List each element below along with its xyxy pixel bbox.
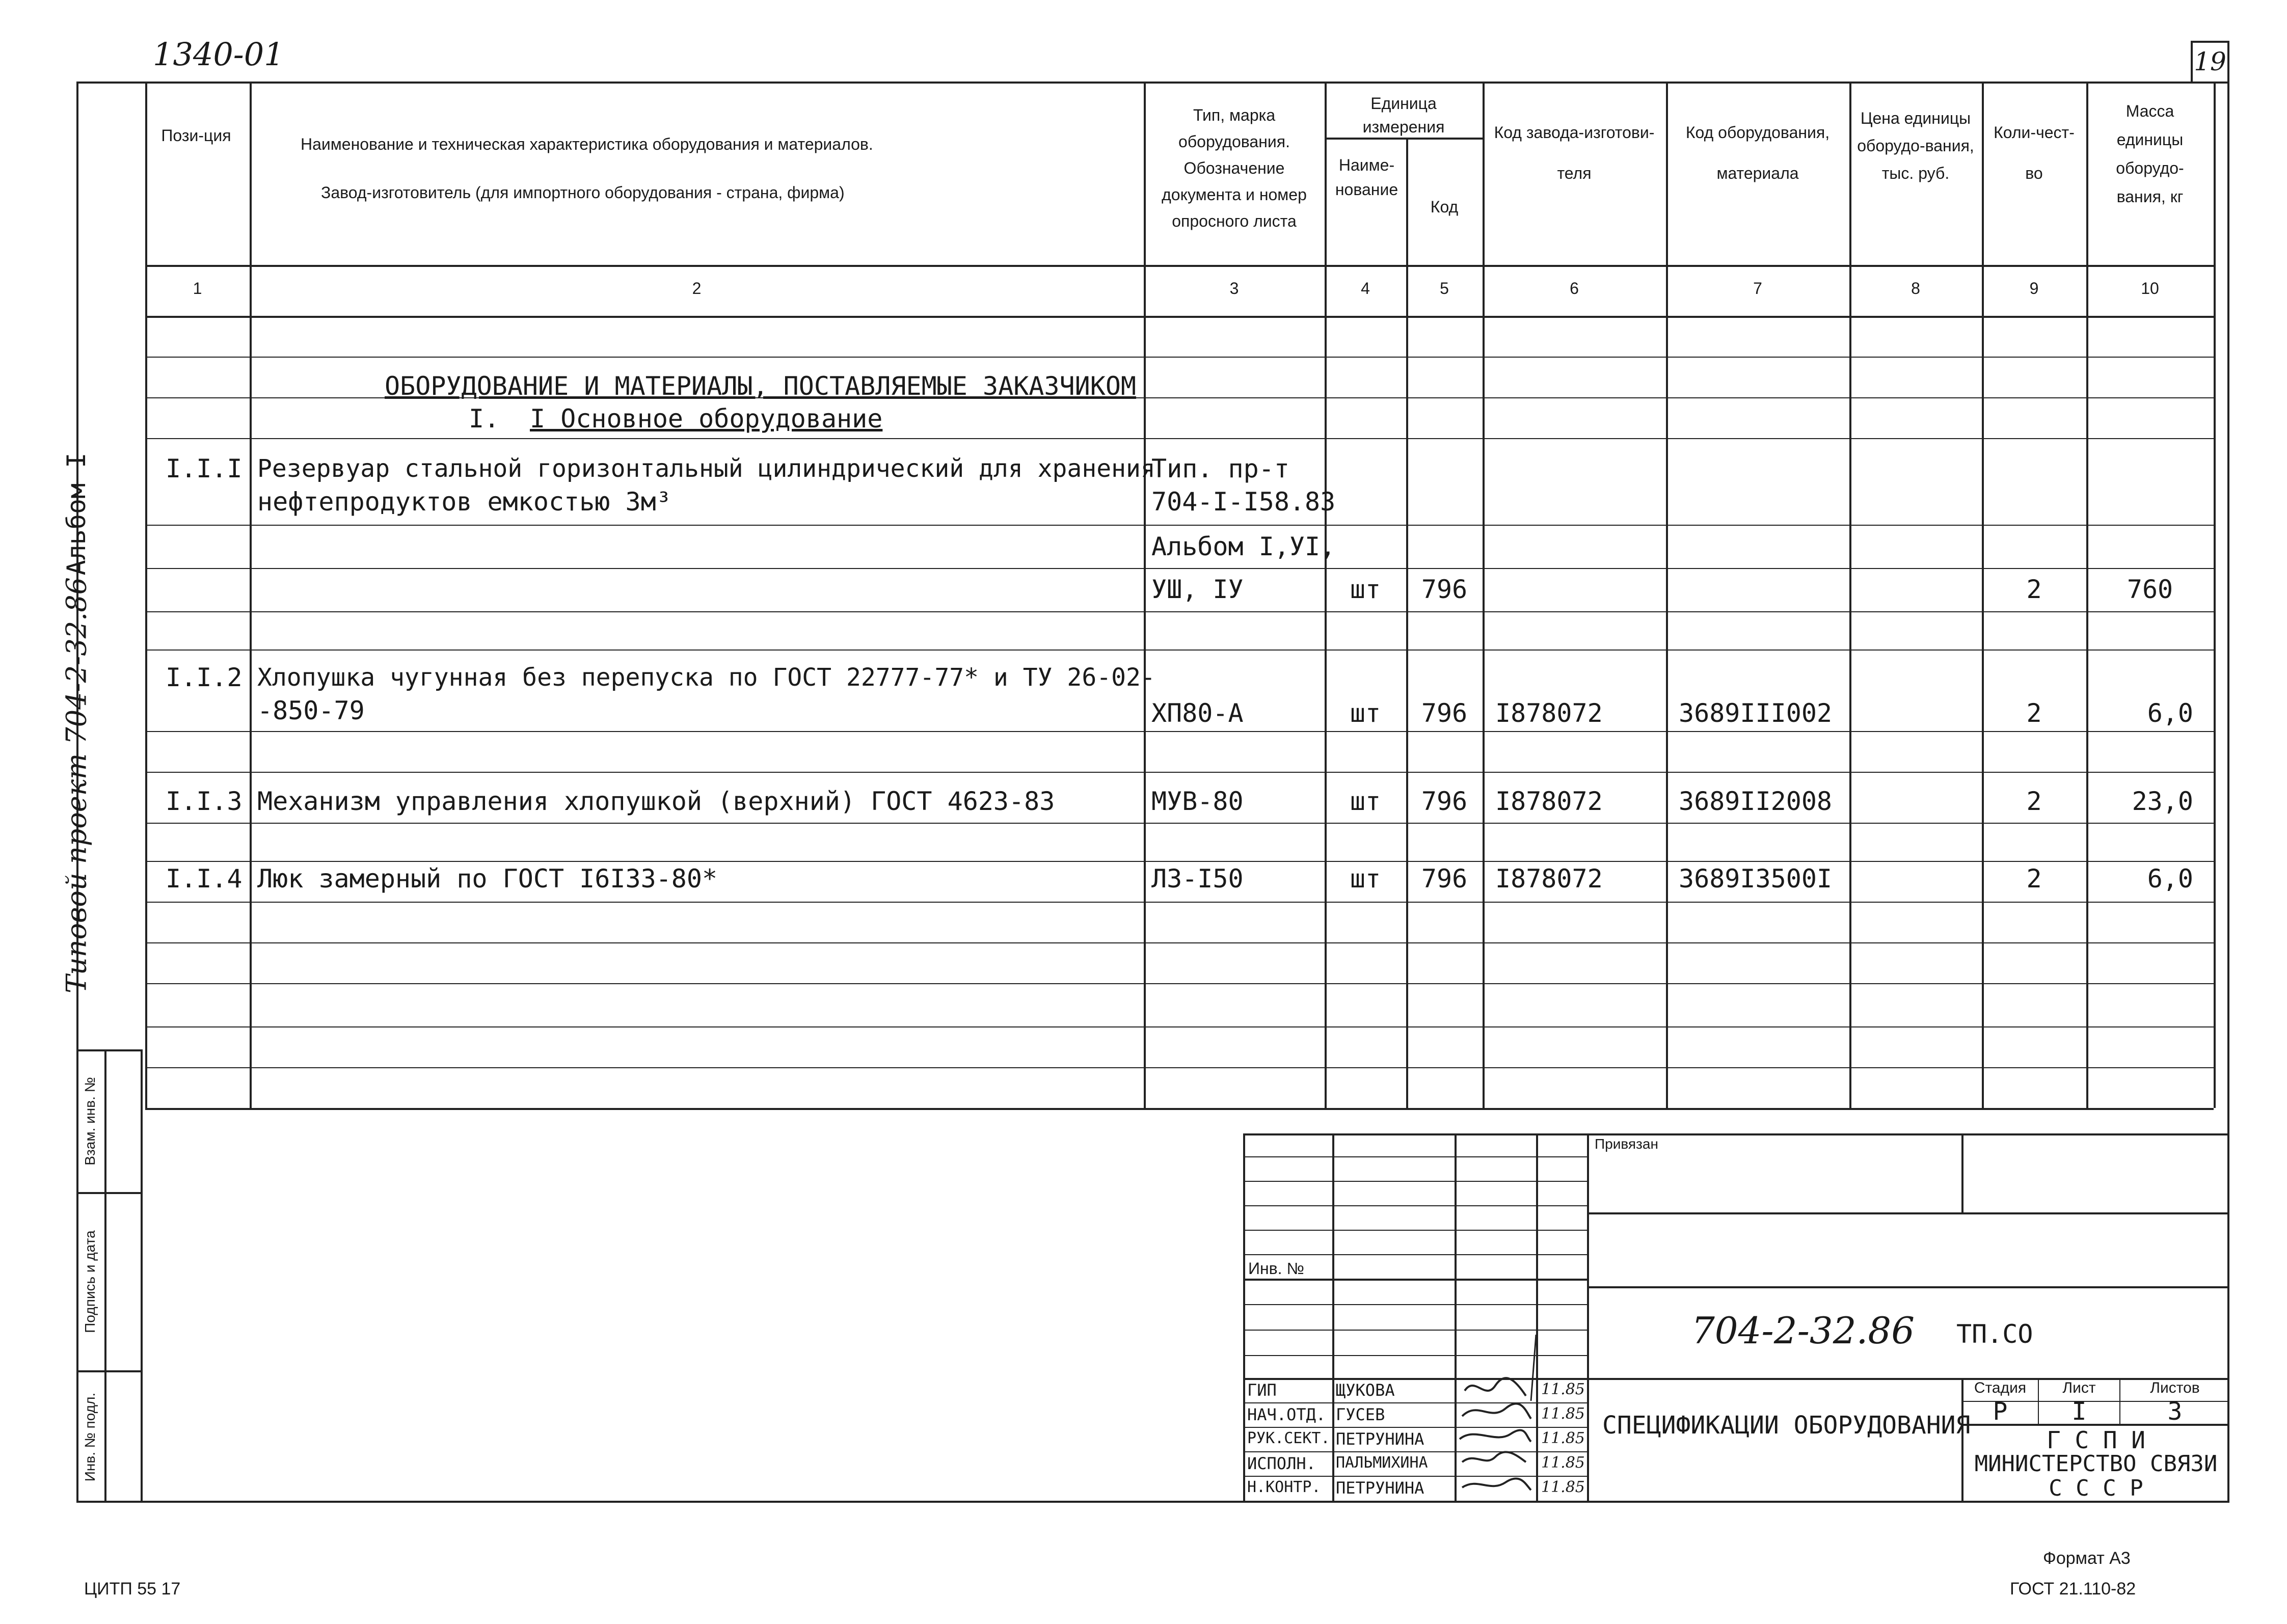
header-name-line2: Завод-изготовитель (для импортного оборудования - страна, фирма) bbox=[321, 183, 845, 202]
sheet-code: 1340-01 bbox=[153, 36, 284, 73]
col-line bbox=[1849, 82, 1851, 1108]
sheets-label: Листов bbox=[2150, 1379, 2200, 1396]
col-line bbox=[145, 82, 147, 1108]
title-block-line bbox=[1536, 1133, 1538, 1503]
organization-line2: МИНИСТЕРСТВО СВЯЗИ bbox=[1974, 1451, 2218, 1477]
row-type: 704-I-I58.83 bbox=[1151, 487, 1336, 517]
subsection-number: I. bbox=[469, 404, 500, 434]
row-plant-code: I878072 bbox=[1495, 864, 1603, 894]
signer-date: 11.85 bbox=[1541, 1405, 1585, 1423]
header-name-line1: Наименование и техническая характеристика оборудования и материалов. bbox=[301, 135, 873, 153]
signatures bbox=[1455, 1335, 1536, 1503]
document-title: СПЕЦИФИКАЦИИ ОБОРУДОВАНИЯ bbox=[1602, 1411, 1971, 1440]
document-code: 704-2-32.86 bbox=[1691, 1309, 1915, 1352]
row-type: ХП80-А bbox=[1151, 698, 1244, 728]
row-unit: шт bbox=[1350, 698, 1381, 728]
header-plant-code: Код завода-изготови-теля bbox=[1494, 123, 1655, 182]
row-name: Люк замерный по ГОСТ I6I33-80* bbox=[257, 864, 718, 894]
column-number-4: 4 bbox=[1361, 279, 1370, 297]
signer-role: НАЧ.ОТД. bbox=[1247, 1405, 1326, 1424]
title-block-line bbox=[1243, 1304, 1587, 1305]
column-number-3: 3 bbox=[1229, 279, 1239, 297]
section-title: ОБОРУДОВАНИЕ И МАТЕРИАЛЫ, ПОСТАВЛЯЕМЫЕ ЗАКАЗЧИКОМ bbox=[385, 371, 1137, 401]
signer-role: ИСПОЛН. bbox=[1247, 1454, 1316, 1473]
organization-line3: С С С Р bbox=[2049, 1475, 2143, 1501]
side-stamp-replace-inv: Взам. инв. № bbox=[82, 1077, 98, 1166]
sheet-value: I bbox=[2071, 1397, 2087, 1426]
title-block-line bbox=[1243, 1205, 1587, 1206]
signer-name: ПЕТРУНИНА bbox=[1336, 1478, 1424, 1498]
row-unit-code: 796 bbox=[1421, 575, 1468, 604]
row-quantity: 2 bbox=[2026, 787, 2042, 816]
row-line bbox=[145, 772, 2214, 773]
col-line bbox=[2214, 82, 2216, 1108]
column-number-9: 9 bbox=[2029, 279, 2039, 297]
column-number-6: 6 bbox=[1570, 279, 1579, 297]
gost-label: ГОСТ 21.110-82 bbox=[2010, 1579, 2136, 1599]
col-numbers-bottom-line bbox=[145, 316, 2214, 318]
row-name: Хлопушка чугунная без перепуска по ГОСТ 22777-77* и ТУ 26-02- bbox=[257, 663, 1155, 692]
row-line bbox=[145, 525, 2214, 526]
row-type: Тип. пр-т bbox=[1151, 454, 1289, 483]
row-unit: шт bbox=[1350, 864, 1381, 894]
side-stamp-divider bbox=[104, 1049, 106, 1503]
row-quantity: 2 bbox=[2026, 698, 2042, 728]
header-unit-group: Единица измерения bbox=[1362, 94, 1445, 136]
signer-name: ПЕТРУНИНА bbox=[1336, 1429, 1424, 1449]
column-number-7: 7 bbox=[1753, 279, 1762, 297]
signer-role: Н.КОНТР. bbox=[1247, 1478, 1321, 1496]
col-line bbox=[1144, 82, 1146, 1108]
column-number-5: 5 bbox=[1440, 279, 1449, 297]
signer-name: ЩУКОВА bbox=[1336, 1381, 1395, 1400]
row-unit-code: 796 bbox=[1421, 787, 1468, 816]
signer-date: 11.85 bbox=[1541, 1429, 1585, 1447]
row-mass: 6,0 bbox=[2147, 698, 2193, 728]
col-line bbox=[250, 82, 252, 1108]
col-line bbox=[1483, 82, 1485, 1108]
row-plant-code: I878072 bbox=[1495, 698, 1603, 728]
title-block-line bbox=[1243, 1230, 1587, 1231]
row-unit: шт bbox=[1350, 787, 1381, 816]
side-stamp-signature-date: Подпись и дата bbox=[82, 1230, 98, 1333]
signer-name: ПАЛЬМИХИНА bbox=[1336, 1454, 1428, 1472]
title-block-line bbox=[1243, 1330, 1587, 1331]
title-block-line bbox=[1243, 1181, 1587, 1182]
title-block-line bbox=[1961, 1133, 1963, 1212]
row-line bbox=[145, 357, 2214, 358]
signer-date: 11.85 bbox=[1541, 1478, 1585, 1496]
format-label: Формат А3 bbox=[2043, 1549, 2131, 1568]
row-line bbox=[145, 861, 2214, 862]
row-line bbox=[145, 1026, 2214, 1027]
privyazan-label: Привязан bbox=[1595, 1136, 1658, 1152]
page-number: 19 bbox=[2194, 47, 2226, 76]
row-position: I.I.2 bbox=[166, 663, 243, 692]
row-plant-code: I878072 bbox=[1495, 787, 1603, 816]
title-block-line bbox=[1587, 1133, 1589, 1503]
column-number-2: 2 bbox=[692, 279, 702, 297]
row-unit-code: 796 bbox=[1421, 698, 1468, 728]
inv-number-label: Инв. № bbox=[1248, 1259, 1304, 1278]
row-line bbox=[145, 983, 2214, 984]
row-quantity: 2 bbox=[2026, 575, 2042, 604]
row-mass: 23,0 bbox=[2132, 787, 2193, 816]
row-line bbox=[145, 731, 2214, 732]
header-quantity: Коли-чест-во bbox=[1994, 123, 2075, 182]
title-block-line bbox=[1243, 1156, 1587, 1157]
row-name: Резервуар стальной горизонтальный цилиндрический для хранения bbox=[257, 454, 1155, 483]
sheets-value: 3 bbox=[2167, 1397, 2183, 1426]
row-type: Альбом I,УI, bbox=[1151, 532, 1336, 561]
citp-label: ЦИТП 55 17 bbox=[84, 1579, 181, 1599]
row-type: ЛЗ-I50 bbox=[1151, 864, 1244, 894]
title-block-line bbox=[1587, 1286, 2229, 1288]
row-line bbox=[145, 649, 2214, 651]
signer-name: ГУСЕВ bbox=[1336, 1405, 1385, 1424]
row-equipment-code: 3689II2008 bbox=[1679, 787, 1833, 816]
header-equipment-code: Код оборудования, материала bbox=[1685, 123, 1830, 182]
side-stamp-inv-original: Инв. № подл. bbox=[82, 1392, 98, 1482]
document-suffix: ТП.СО bbox=[1956, 1319, 2033, 1349]
row-position: I.I.3 bbox=[166, 787, 243, 816]
title-block-line bbox=[1243, 1254, 1587, 1255]
header-position: Пози-ция bbox=[161, 126, 231, 145]
row-line bbox=[145, 568, 2214, 569]
signer-role: РУК.СЕКТ. bbox=[1247, 1429, 1330, 1447]
title-block-line bbox=[1243, 1279, 1587, 1281]
col-line bbox=[1666, 82, 1668, 1108]
header-mass: Масса единицы оборудо-вания, кг bbox=[2116, 102, 2184, 206]
row-equipment-code: 3689III002 bbox=[1679, 698, 1833, 728]
row-unit: шт bbox=[1350, 575, 1381, 604]
signer-date: 11.85 bbox=[1541, 1454, 1585, 1472]
row-line bbox=[145, 1067, 2214, 1068]
header-unit-code: Код bbox=[1430, 198, 1459, 216]
header-unit-name: Наиме-нование bbox=[1335, 156, 1398, 199]
column-number-1: 1 bbox=[193, 279, 202, 297]
row-type: УШ, IУ bbox=[1151, 575, 1244, 604]
row-quantity: 2 bbox=[2026, 864, 2042, 894]
row-name: нефтепродуктов емкостью 3м³ bbox=[257, 487, 671, 517]
subsection-title: I Основное оборудование bbox=[530, 404, 883, 434]
row-position: I.I.I bbox=[166, 454, 243, 483]
row-mass: 760 bbox=[2127, 575, 2173, 604]
side-project-label: Типовой проект 704-2-32.86 bbox=[60, 577, 93, 993]
row-equipment-code: 3689I3500I bbox=[1679, 864, 1833, 894]
row-line bbox=[145, 438, 2214, 439]
header-price: Цена единицы оборудо-вания, тыс. руб. bbox=[1857, 109, 1974, 182]
row-name: -850-79 bbox=[257, 696, 365, 725]
stage-value: Р bbox=[1993, 1397, 2008, 1426]
side-album-label: Альбом I bbox=[62, 452, 91, 576]
row-position: I.I.4 bbox=[166, 864, 243, 894]
row-line bbox=[145, 823, 2214, 824]
row-name: Механизм управления хлопушкой (верхний) ГОСТ 4623-83 bbox=[257, 787, 1055, 816]
signer-role: ГИП bbox=[1247, 1381, 1277, 1400]
row-line bbox=[145, 942, 2214, 943]
header-type: Тип, марка оборудования. Обозначение документа и номер опросного листа bbox=[1162, 106, 1307, 230]
sheet-label: Лист bbox=[2062, 1379, 2096, 1396]
stage-label: Стадия bbox=[1974, 1379, 2027, 1396]
organization-line1: Г С П И bbox=[2047, 1426, 2145, 1454]
signer-date: 11.85 bbox=[1541, 1381, 1585, 1398]
row-type: МУВ-80 bbox=[1151, 787, 1244, 816]
column-number-8: 8 bbox=[1911, 279, 1920, 297]
title-block-line bbox=[1332, 1133, 1334, 1503]
side-stamp-divider bbox=[76, 1192, 143, 1194]
row-mass: 6,0 bbox=[2147, 864, 2193, 894]
title-block-line bbox=[1587, 1212, 2229, 1214]
header-bottom-line bbox=[145, 265, 2214, 267]
table-bottom-line bbox=[145, 1108, 2214, 1110]
row-unit-code: 796 bbox=[1421, 864, 1468, 894]
row-line bbox=[145, 902, 2214, 903]
column-number-10: 10 bbox=[2141, 279, 2159, 297]
row-line bbox=[145, 611, 2214, 612]
